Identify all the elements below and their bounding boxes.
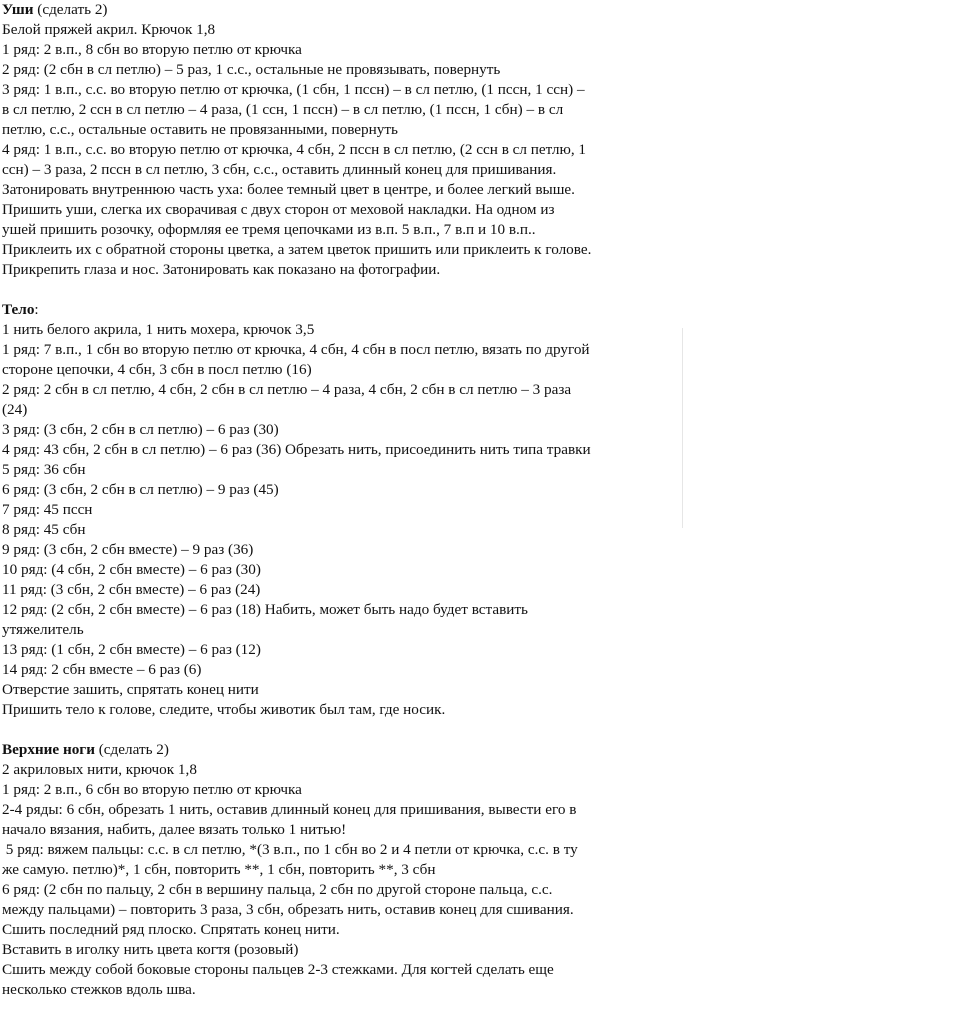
text-line: Затонировать внутреннюю часть уха: более темный цвет в центре, и более легкий выше. [2,181,575,198]
text-line: Белой пряжей акрил. Крючок 1,8 [2,21,216,38]
text-line: ушей пришить розочку, оформляя ее тремя цепочками из в.п. 5 в.п., 7 в.п и 10 в.п.. [2,221,536,238]
text-line: Пришить уши, слегка их сворачивая с двух сторон от меховой накладки. На одном из [2,201,555,218]
section-heading-body [2,300,952,320]
text-line: Отверстие зашить, спрятать конец нити [2,681,259,698]
text-line: петлю, с.с., остальные оставить не провязанными, повернуть [2,121,398,138]
text-line: 14 ряд: 2 сбн вместе – 6 раз (6) [2,661,202,678]
text-line: 4 ряд: 43 сбн, 2 сбн в сл петлю) – 6 раз (36) Обрезать нить, присоединить нить типа травки [2,441,591,458]
text-line: 7 ряд: 45 пссн [2,501,93,518]
text-line: (24) [2,401,28,418]
text-line: Приклеить их с обратной стороны цветка, а затем цветок пришить или приклеить к голове. [2,241,592,258]
section-heading-upper-legs [2,740,952,760]
section-title-suffix: : [34,301,39,318]
text-line: 2 акриловых нити, крючок 1,8 [2,761,197,778]
text-line: 12 ряд: (2 сбн, 2 сбн вместе) – 6 раз (18) Набить, может быть надо будет вставить [2,601,528,618]
text-line: Прикрепить глаза и нос. Затонировать как показано на фотографии. [2,261,441,278]
text-line: утяжелитель [2,621,84,638]
text-line: 2 ряд: (2 сбн в сл петлю) – 5 раз, 1 с.с., остальные не провязывать, повернуть [2,61,501,78]
scan-edge-divider [682,328,683,528]
section-title: Верхние ноги [2,741,95,758]
text-line: 5 ряд: вяжем пальцы: с.с. в сл петлю, *(3 в.п., по 1 сбн во 2 и 4 петли от крючка, с.с. в ту [2,841,578,858]
text-line: Пришить тело к голове, следите, чтобы животик был там, где носик. [2,701,446,718]
text-line: же самую. петлю)*, 1 сбн, повторить **, 1 сбн, повторить **, 3 сбн [2,861,436,878]
text-line: между пальцами) – повторить 3 раза, 3 сбн, обрезать нить, оставив конец для сшивания. [2,901,574,918]
text-line: 9 ряд: (3 сбн, 2 сбн вместе) – 9 раз (36) [2,541,254,558]
section-spacer [2,720,952,740]
text-line: 10 ряд: (4 сбн, 2 сбн вместе) – 6 раз (30) [2,561,261,578]
text-line: 5 ряд: 36 сбн [2,461,86,478]
text-line: 2 ряд: 2 сбн в сл петлю, 4 сбн, 2 сбн в сл петлю – 4 раза, 4 сбн, 2 сбн в сл петлю – 3 раза [2,381,572,398]
text-line: 1 ряд: 7 в.п., 1 сбн во вторую петлю от крючка, 4 сбн, 4 сбн в посл петлю, вязать по другой [2,341,590,358]
text-line: 2-4 ряды: 6 сбн, обрезать 1 нить, оставив длинный конец для пришивания, вывести его в [2,801,577,818]
text-line: 4 ряд: 1 в.п., с.с. во вторую петлю от крючка, 4 сбн, 2 пссн в сл петлю, (2 ссн в сл петлю, 1 [2,141,587,158]
section-title: Тело [2,301,35,318]
text-line: Вставить в иголку нить цвета когтя (розовый) [2,941,299,958]
text-line: 13 ряд: (1 сбн, 2 сбн вместе) – 6 раз (12) [2,641,261,658]
text-line: стороне цепочки, 4 сбн, 3 сбн в посл петлю (16) [2,361,312,378]
section-heading-ears [2,0,952,20]
text-line: Сшить между собой боковые стороны пальцев 2-3 стежками. Для когтей сделать еще [2,961,554,978]
section-title-suffix: (сделать 2) [94,741,169,758]
text-line: 3 ряд: (3 сбн, 2 сбн в сл петлю) – 6 раз (30) [2,421,279,438]
text-line: 1 ряд: 2 в.п., 8 сбн во вторую петлю от крючка [2,41,302,58]
text-line: начало вязания, набить, далее вязать только 1 нитью! [2,821,347,838]
section-spacer [2,280,952,300]
text-line: 6 ряд: (2 сбн по пальцу, 2 сбн в вершину пальца, 2 сбн по другой стороне пальца, с.с. [2,881,553,898]
text-line: 3 ряд: 1 в.п., с.с. во вторую петлю от крючка, (1 сбн, 1 пссн) – в сл петлю, (1 пссн, 1 ссн) – [2,81,585,98]
text-line: в сл петлю, 2 ссн в сл петлю – 4 раза, (1 ссн, 1 пссн) – в сл петлю, (1 пссн, 1 сбн) – в сл [2,101,564,118]
text-line: 8 ряд: 45 сбн [2,521,86,538]
text-line: несколько стежков вдоль шва. [2,981,196,998]
text-line: ссн) – 3 раза, 2 пссн в сл петлю, 3 сбн, с.с., оставить длинный конец для пришивания. [2,161,557,178]
section-title: Уши [2,1,34,18]
text-line: 11 ряд: (3 сбн, 2 сбн вместе) – 6 раз (24) [2,581,261,598]
document-page [2,0,952,1000]
section-title-suffix: (сделать 2) [33,1,108,18]
text-line: 1 нить белого акрила, 1 нить мохера, крючок 3,5 [2,321,315,338]
text-line: Сшить последний ряд плоско. Спрятать конец нити. [2,921,340,938]
text-line: 1 ряд: 2 в.п., 6 сбн во вторую петлю от крючка [2,781,302,798]
text-line: 6 ряд: (3 сбн, 2 сбн в сл петлю) – 9 раз (45) [2,481,279,498]
